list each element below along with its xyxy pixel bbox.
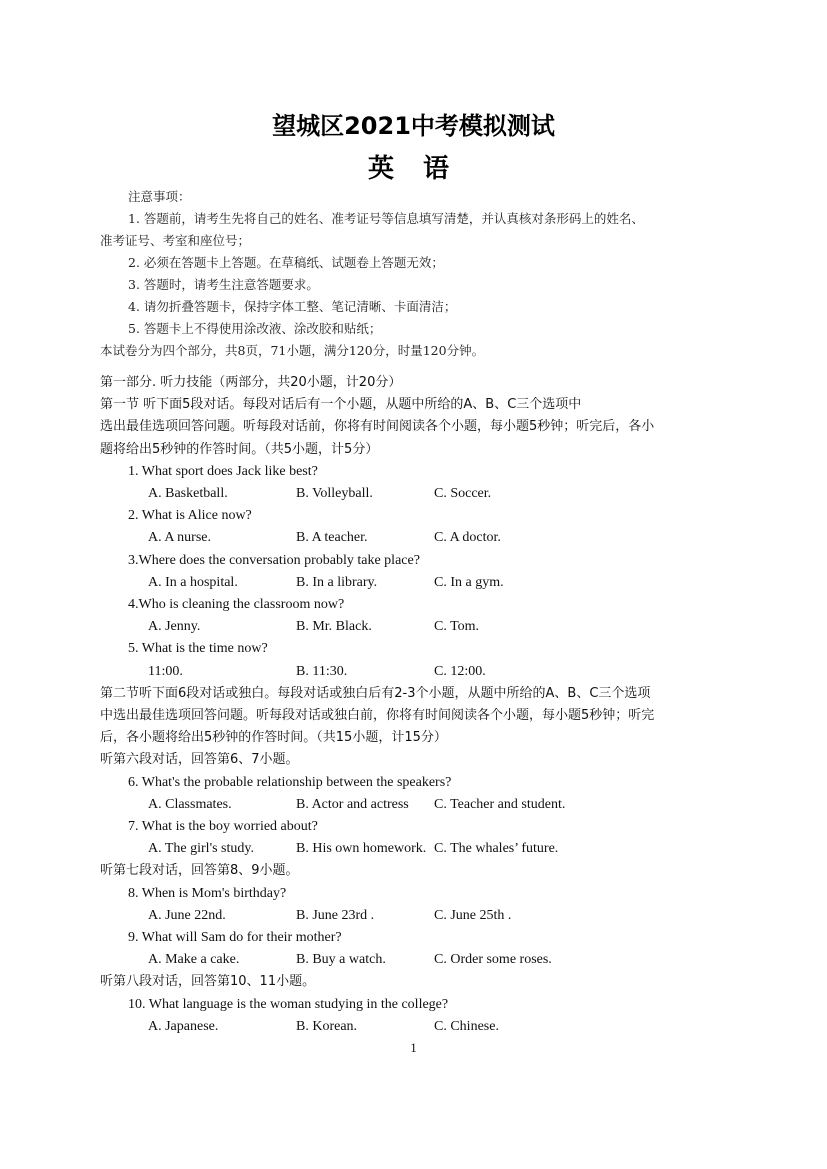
dialog-7-heading: 听第七段对话，回答第8、9小题。 [100, 863, 299, 879]
option-c: C. 12:00. [434, 663, 486, 679]
question-9: 9. What will Sam do for their mother? [128, 930, 342, 946]
option-b: B. In a library. [296, 574, 378, 590]
exam-title: 望城区2021中考模拟测试 [272, 112, 555, 140]
option-a: 11:00. [148, 663, 183, 679]
option-b: B. His own homework. [296, 841, 427, 857]
dialog-8-heading: 听第八段对话，回答第10、11小题。 [100, 974, 316, 990]
question-2: 2. What is Alice now? [128, 508, 252, 524]
note-item: 2. 必须在答题卡上答题。在草稿纸、试题卷上答题无效； [128, 255, 444, 270]
option-b: B. Mr. Black. [296, 619, 372, 635]
option-a: A. Make a cake. [148, 952, 240, 968]
section1-instructions: 题将给出5秒钟的作答时间。（共5小题，计5分） [100, 441, 379, 457]
option-b: B. Actor and actress [296, 796, 409, 812]
option-a: A. Japanese. [148, 1018, 219, 1034]
note-item: 准考证号、考室和座位号； [100, 233, 251, 248]
section2-instructions: 第二节听下面6段对话或独白。每段对话或独白后有2-3个小题，从题中所给的A、B、C三个选项 [100, 685, 651, 701]
exam-notes [100, 186, 740, 362]
note-item: 4. 请勿折叠答题卡，保持字体工整、笔记清晰、卡面清洁； [128, 299, 457, 314]
option-c: C. Chinese. [434, 1018, 499, 1034]
page-number: 1 [410, 1040, 417, 1055]
option-b: B. Buy a watch. [296, 952, 386, 968]
question-4: 4.Who is cleaning the classroom now? [128, 597, 345, 613]
section1-instructions: 选出最佳选项回答问题。听每段对话前，你将有时间阅读各个小题，每小题5秒钟；听完后，各小 [100, 419, 655, 435]
options-5 [100, 661, 740, 683]
subject-title: 英 语 [367, 154, 460, 184]
option-a: A. Basketball. [148, 486, 228, 502]
notes-heading: 注意事项： [128, 189, 191, 204]
option-c: C. Teacher and student. [434, 796, 566, 812]
option-b: B. 11:30. [296, 663, 348, 679]
section1-instructions: 第一节 听下面5段对话。每段对话后有一个小题，从题中所给的A、B、C三个选项中 [100, 397, 582, 413]
options-3 [100, 572, 740, 594]
option-c: C. Soccer. [434, 486, 492, 502]
option-c: C. Order some roses. [434, 952, 552, 968]
option-b: B. Korean. [296, 1018, 358, 1034]
option-a: A. A nurse. [148, 530, 211, 546]
option-a: A. The girl's study. [148, 841, 254, 857]
option-a: A. Classmates. [148, 796, 232, 812]
option-a: A. June 22nd. [148, 907, 226, 923]
option-c: C. A doctor. [434, 530, 501, 546]
options-8 [100, 905, 740, 927]
section2-instructions: 中选出最佳选项回答问题。听每段对话或独白前，你将有时间阅读各个小题，每小题5秒钟；听完 [100, 708, 655, 724]
options-4 [100, 616, 740, 638]
question-8: 8. When is Mom's birthday? [128, 885, 287, 901]
question-1: 1. What sport does Jack like best? [128, 463, 318, 479]
question-6: 6. What's the probable relationship between the speakers? [128, 774, 452, 790]
option-b: B. A teacher. [296, 530, 368, 546]
note-item: 3. 答题时，请考生注意答题要求。 [128, 277, 319, 292]
part1-title: 第一部分. 听力技能（两部分，共20小题，计20分） [100, 375, 402, 390]
option-b: B. Volleyball. [296, 486, 373, 502]
question-10: 10. What language is the woman studying in the college? [128, 996, 449, 1012]
options-10 [100, 1016, 740, 1038]
note-item: 5. 答题卡上不得使用涂改液、涂改胶和贴纸； [128, 321, 382, 336]
options-7 [100, 838, 740, 860]
note-item: 1. 答题前，请考生先将自己的姓名、准考证号等信息填写清楚，并认真核对条形码上的姓名、 [128, 211, 644, 226]
part1-listening [100, 372, 740, 1038]
option-b: B. June 23rd . [296, 907, 375, 923]
dialog-6-heading: 听第六段对话，回答第6、7小题。 [100, 752, 299, 768]
option-a: A. Jenny. [148, 619, 201, 635]
question-5: 5. What is the time now? [128, 641, 268, 657]
options-1 [100, 483, 740, 505]
exam-summary: 本试卷分为四个部分，共8页，71小题，满分120分，时量120分钟。 [100, 343, 485, 358]
options-6 [100, 794, 740, 816]
question-7: 7. What is the boy worried about? [128, 819, 318, 835]
section2-instructions: 后，各小题将给出5秒钟的作答时间。（共15小题，计15分） [100, 730, 447, 746]
option-c: C. Tom. [434, 619, 480, 635]
option-a: A. In a hospital. [148, 574, 238, 590]
option-c: C. The whales’ future. [434, 841, 559, 857]
option-c: C. June 25th . [434, 907, 512, 923]
options-9 [100, 949, 740, 971]
question-3: 3.Where does the conversation probably take place? [128, 552, 420, 568]
options-2 [100, 527, 740, 549]
option-c: C. In a gym. [434, 574, 504, 590]
